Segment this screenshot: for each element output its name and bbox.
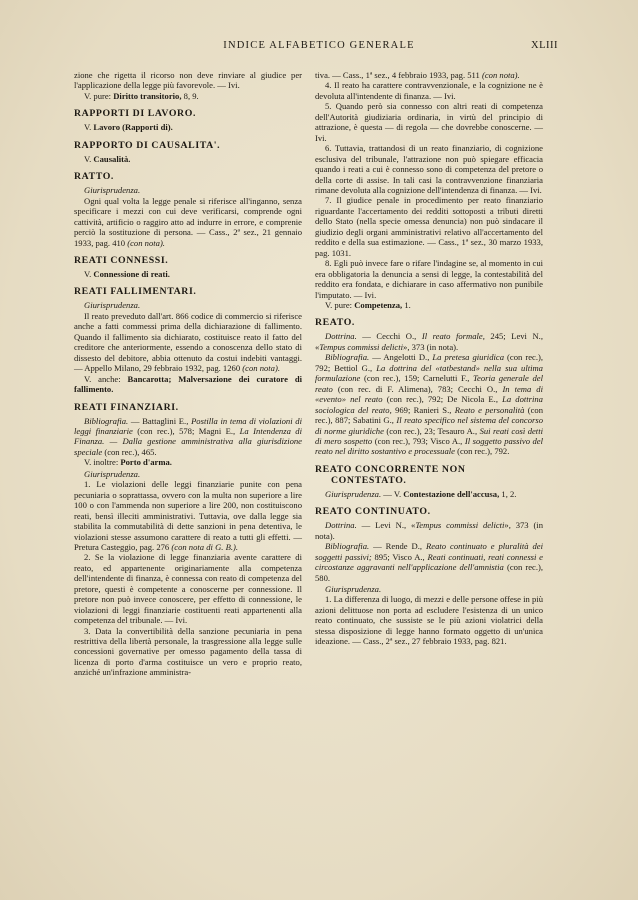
right-column <box>315 70 543 647</box>
subsection-label: Giurisprudenza. <box>325 584 382 595</box>
doctrine: Dottrina. — Cecchi O., Il reato formale, 245; Levi N., «Tempus commissi delicti», 373 (in nota). <box>315 331 543 352</box>
entry-text: 8. Egli può invece fare o rifare l'indagine se, al momento in cui era obbligatoria la denuncia a sensi di legge, la contestabilità del reddito era fondata, e dichiarare in caso affermativo non punibile l'imputato. — Ivi. <box>315 258 543 300</box>
left-column <box>74 70 302 678</box>
bibliography: Bibliografia. — Battaglini E., Postilla in tema di violazioni di leggi finanziarie (con rec.), 578; Magni E., La Intendenza di Finanza. — Dalla gestione amministrativa alla giurisdizione speciale (con rec.), 465. <box>74 415 302 457</box>
entry-heading: REATI FINANZIARI. <box>74 401 179 413</box>
entry-text: 1. La differenza di luogo, di mezzi e delle persone offese in più azioni delittuose non porta ad escludere l'esistenza di un unico reato continuato, che sussiste se le più azioni violatrici della stessa disposizione di legge hanno formato oggetto di un'unica ideazione. — Cass., 2ª sez., 27 febbraio 1933, pag. 821. <box>315 594 543 647</box>
entry-heading: REATO CONCORRENTE NON CONTESTATO. <box>315 463 466 486</box>
entry-heading: REATO. <box>315 317 355 329</box>
entry-text: 5. Quando però sia connesso con altri reati di competenza dell'Autorità giudiziaria ordinaria, in virtù del principio di attrazione, è questa — di regola — che dovrebbe conoscerne. — Ivi. <box>315 101 543 143</box>
running-title: INDICE ALFABETICO GENERALE <box>223 40 415 51</box>
entry-text: 1. Le violazioni delle leggi finanziarie punite con pena pecuniaria o soprattassa, ovvero con la multa non superiore a lire 100 o con l'ammenda non superiore a lire 200, non costituiscono reati, bensì illeciti amministrativi. Tuttavia, ove dalla legge sia stabilita la commutabilità di dette sanzioni in pena detentiva, le violazioni stesse assumono carattere di reato a tutti gli effetti. — Pretura Casteggio, pag. 276 (con nota di G. B.). <box>74 479 302 552</box>
entry-text: 6. Tuttavia, trattandosi di un reato finanziario, di cognizione esclusiva del tribunale, l'attrazione non può spiegare efficacia quando i reati a cui è connesso sono di competenza del pretore o della corte di assise. In tali casi la contravvenzione finanziaria rimane devoluta alla cognizione dell'intendenza di finanza. — Ivi. <box>315 143 543 195</box>
see-also: V. Connessione di reati. <box>84 268 170 279</box>
entry-text: 7. Il giudice penale in procedimento per reato finanziario riguardante l'accertamento dei redditi sottoposti a tributi diretti dello Stato (nella specie omessa denuncia) non può sindacare il giudizio degli organi amministrativi relativo all'accertamento del reddito e della sua estimazione. — Cass., 1ª sez., 30 marzo 1933, pag. 1031. <box>315 195 543 258</box>
see-also: V. Lavoro (Rapporti di). <box>84 122 173 133</box>
entry-text: Ogni qual volta la legge penale si riferisce all'inganno, senza specificare i mezzi con cui deve verificarsi, comprende ogni cattività, artificio o raggiro atto ad indurre in errore, e comprenie perciò la sostituzione di persona. — Cass., 2ª sez., 21 gennaio 1933, pag. 410 (con nota). <box>74 195 302 248</box>
continued-entry: tiva. — Cass., 1ª sez., 4 febbraio 1933, pag. 511 (con nota). <box>315 70 520 80</box>
subsection-label: Giurisprudenza. <box>84 468 141 479</box>
bibliography: Bibliografia. — Rende D., Reato continuato e pluralità dei soggetti passivi; 895; Visco A., Reati continuati, reati connessi e circostanze aggravanti nell'applicazione dell'amnistia (con rec.), 580. <box>315 541 544 583</box>
entry-heading: RAPPORTO DI CAUSALITA'. <box>74 139 221 151</box>
see-also: V. pure: Competenza, 1. <box>325 299 411 310</box>
entry-text: 3. Data la convertibilità della sanzione pecuniaria in pena restrittiva della libertà personale, la trasgressione alla legge sulle concessioni governative per omesso pagamento della tassa di licenza di porto d'arma costituisce un vero e proprio reato, anziché un'infrazione amministra- <box>74 625 302 678</box>
bibliography: Bibliografia. — Angelotti D., La pretesa giuridica (con rec.), 792; Bettiol G., La dottrina del «tatbestand» nella sua ultima formulazione (con rec.), 159; Carnelutti F., Teoria generale del reato (con rec. di F. Alimena), 783; Cecchi O., In tema di «evento» nel reato (con rec.), 792; De Nicola E., La dottrina sociologica del reato, 969; Ranieri S., Reato e personalità (con rec.), 887; Sabatini G., Il reato specifico nel sistema del concorso di norme giuridiche (con rec.), 23; Tesauro A., Sui reati così detti di mero sospetto (con rec.), 793; Visco A., Il soggetto passivo del reato nel diritto sostantivo e processuale (con rec.), 792. <box>315 352 543 457</box>
entry-text: 2. Se la violazione di legge finanziaria avente carattere di reato, ed appartenente originariamente alla competenza dell'intendente di finanza, è connessa con reato di competenza del pretore, questi è competente a conoscerne per connessione. Il pretore non può invece conoscere, per effetto di connessione, le violazioni di leggi finanziarie costituenti reati appartenenti alla competenza del tribunale. — Ivi. <box>74 552 302 626</box>
entry-heading: REATO CONTINUATO. <box>315 506 431 518</box>
entry-text: Giurisprudenza. — V. Contestazione dell'accusa, 1, 2. <box>325 488 517 499</box>
subsection-label: Giurisprudenza. <box>84 185 141 196</box>
continued-entry: zione che rigetta il ricorso non deve rinviare al giudice per l'applicazione della legge più favorevole. — Ivi. <box>74 70 302 91</box>
see-also: V. inoltre: Porto d'arma. <box>84 457 172 468</box>
entry-heading: RATTO. <box>74 171 114 183</box>
entry-heading: RAPPORTI DI LAVORO. <box>74 108 196 120</box>
entry-heading: REATI CONNESSI. <box>74 254 169 266</box>
see-also: V. anche: Bancarotta; Malversazione dei curatore di fallimento. <box>74 373 302 395</box>
doctrine: Dottrina. — Levi N., «Tempus commissi delicti», 373 (in nota). <box>315 520 543 541</box>
subsection-label: Giurisprudenza. <box>84 300 141 311</box>
entry-text: 4. Il reato ha carattere contravvenzionale, e la cognizione ne è devoluta all'intendente di finanza. — Ivi. <box>315 80 543 101</box>
page-header <box>0 40 638 56</box>
see-also: V. pure: Diritto transitorio, 8, 9. <box>84 90 199 101</box>
see-also: V. Causalità. <box>84 153 131 164</box>
entry-heading: REATI FALLIMENTARI. <box>74 286 197 298</box>
entry-text: Il reato preveduto dall'art. 866 codice di commercio si riferisce anche a fatti commessi prima della dichiarazione di fallimento. Quando il fallimento sia dichiarato, costituisce reato il fatto del creditore che anteriormente, essendo a conoscenza dello stato di dissesto del debitore, abbia ottenuto da costui indebiti vantaggi. — Appello Milano, 29 febbraio 1932, pag. 1260 (con nota). <box>74 310 302 374</box>
page-number: XLIII <box>531 40 558 51</box>
